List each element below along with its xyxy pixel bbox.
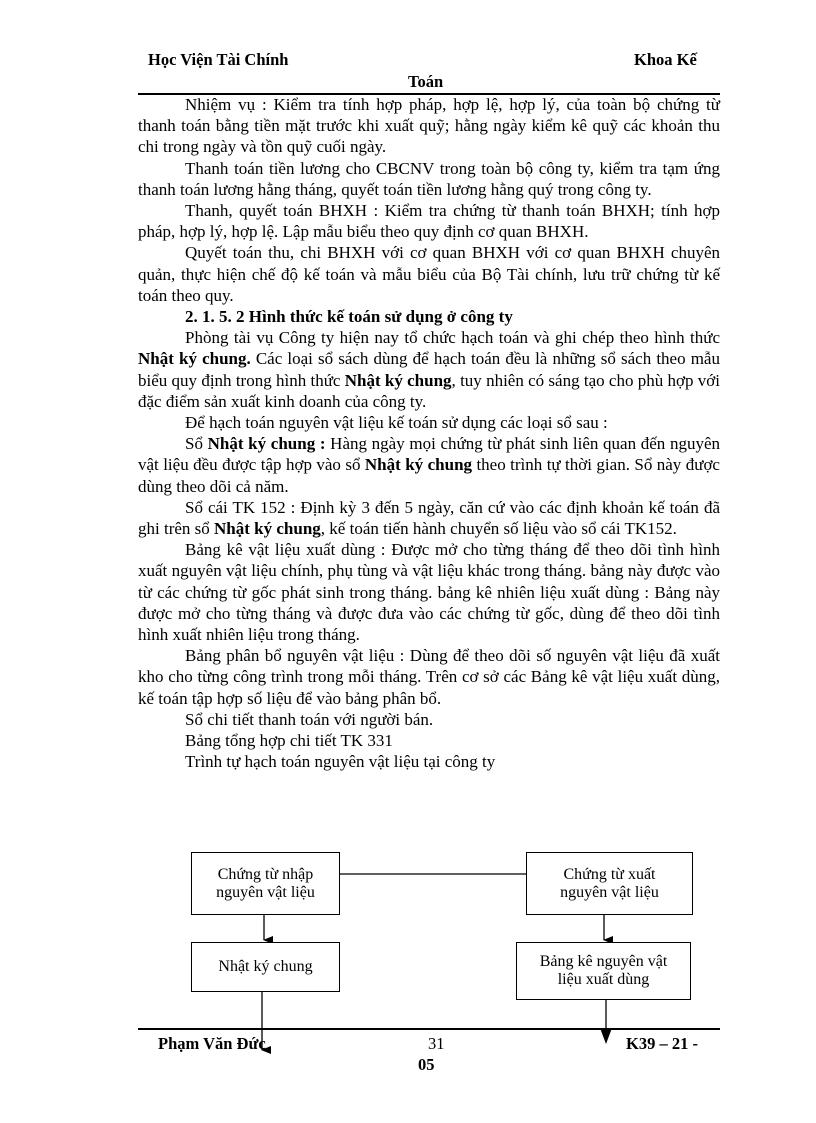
footer-rule [138,1028,720,1030]
box-general-journal: Nhật ký chung [191,942,340,992]
paragraph-salary: Thanh toán tiền lương cho CBCNV trong toàn bộ công ty, kiểm tra tạm ứng thanh toán lương hằng tháng, quyết toán tiền lương hằng quý trong công ty. [138,158,720,199]
paragraph-accounting-form: Phòng tài vụ Công ty hiện nay tổ chức hạch toán và ghi chép theo hình thức Nhật ký chung. Các loại sổ sách dùng để hạch toán đều là những sổ sách theo mẫu biểu quy định trong hình thức Nhật ký chung, tuy nhiên có sáng tạo cho phù hợp với đặc điểm sản xuất kinh doanh của công ty. [138,328,720,411]
paragraph-material-list: Bảng kê vật liệu xuất dùng : Được mở cho từng tháng để theo dõi tình hình xuất nguyên vật liệu chính, phụ tùng và vật liệu khác trong tháng. bảng này được vào từ các chứng từ gốc phát sinh trong tháng. bảng kê nhiên liệu xuất dùng : Bảng này được mở cho từng tháng và được đưa vào các chứng từ gốc, dùng để theo dõi tình hình xuất nhiên liệu trong tháng. [138,540,720,645]
paragraph-books-intro: Để hạch toán nguyên vật liệu kế toán sử dụng các loại sổ sau : [185,413,608,433]
paragraph-tk331-summary: Bảng tổng hợp chi tiết TK 331 [185,731,393,751]
box-material-issue-list: Bảng kê nguyên vật liệu xuất dùng [516,942,691,1000]
box-issue-vouchers: Chứng từ xuất nguyên vật liệu [526,852,693,915]
paragraph-duties: Nhiệm vụ : Kiểm tra tính hợp pháp, hợp lệ, hợp lý, của toàn bộ chứng từ thanh toán bằng tiền mặt trước khi xuất quỹ; hằng ngày kiểm kê quỹ các khoản thu chi trong ngày và tồn quỹ cuối ngày. [138,95,720,157]
paragraph-general-journal: Sổ Nhật ký chung : Hàng ngày mọi chứng từ phát sinh liên quan đến nguyên vật liệu đều được tập hợp vào sổ Nhật ký chung theo trình tự thời gian. Sổ này được dùng theo dõi cả năm. [138,434,720,496]
paragraph-bhxh-finalization: Quyết toán thu, chi BHXH với cơ quan BHXH với cơ quan BHXH chuyên quản, thực hiện chế độ kế toán và mẫu biểu của Bộ Tài chính, lưu trữ chứng từ kế toán theo quy. [138,243,720,305]
paragraph-allocation-table: Bảng phân bổ nguyên vật liệu : Dùng để theo dõi số nguyên vật liệu đã xuất kho cho từng công trình trong mỗi tháng. Trên cơ sở các Bảng kê vật liệu xuất dùng, kế toán tập hợp số liệu để vào bảng phân bổ. [138,646,720,708]
footer-class-code-line2: 05 [418,1055,435,1074]
section-heading: 2. 1. 5. 2 Hình thức kế toán sử dụng ở công ty [185,307,513,327]
body-text [138,94,720,773]
header-faculty-line1: Khoa Kế [634,50,697,69]
footer-author: Phạm Văn Đức [158,1034,266,1053]
paragraph-diagram-caption: Trình tự hạch toán nguyên vật liệu tại công ty [185,752,496,772]
paragraph-bhxh-settlement: Thanh, quyết toán BHXH : Kiểm tra chứng từ thanh toán BHXH; tính hợp pháp, hợp lý, hợp lệ. Lập mẫu biểu theo quy định cơ quan BHXH. [138,201,720,242]
paragraph-ledger-152: Sổ cái TK 152 : Định kỳ 3 đến 5 ngày, căn cứ vào các định khoản kế toán đã ghi trên sổ Nhật ký chung, kế toán tiến hành chuyển số liệu vào sổ cái TK152. [138,497,720,539]
paragraph-seller-detail: Sổ chi tiết thanh toán với người bán. [185,709,434,729]
header-faculty-line2: Toán [408,72,444,91]
header-institution: Học Viện Tài Chính [148,50,289,69]
footer-page-number: 31 [428,1034,445,1053]
box-receipt-vouchers: Chứng từ nhập nguyên vật liệu [191,852,340,915]
arrow-bangke-down-head [600,1028,612,1044]
footer-class-code-line1: K39 – 21 - [626,1034,698,1053]
